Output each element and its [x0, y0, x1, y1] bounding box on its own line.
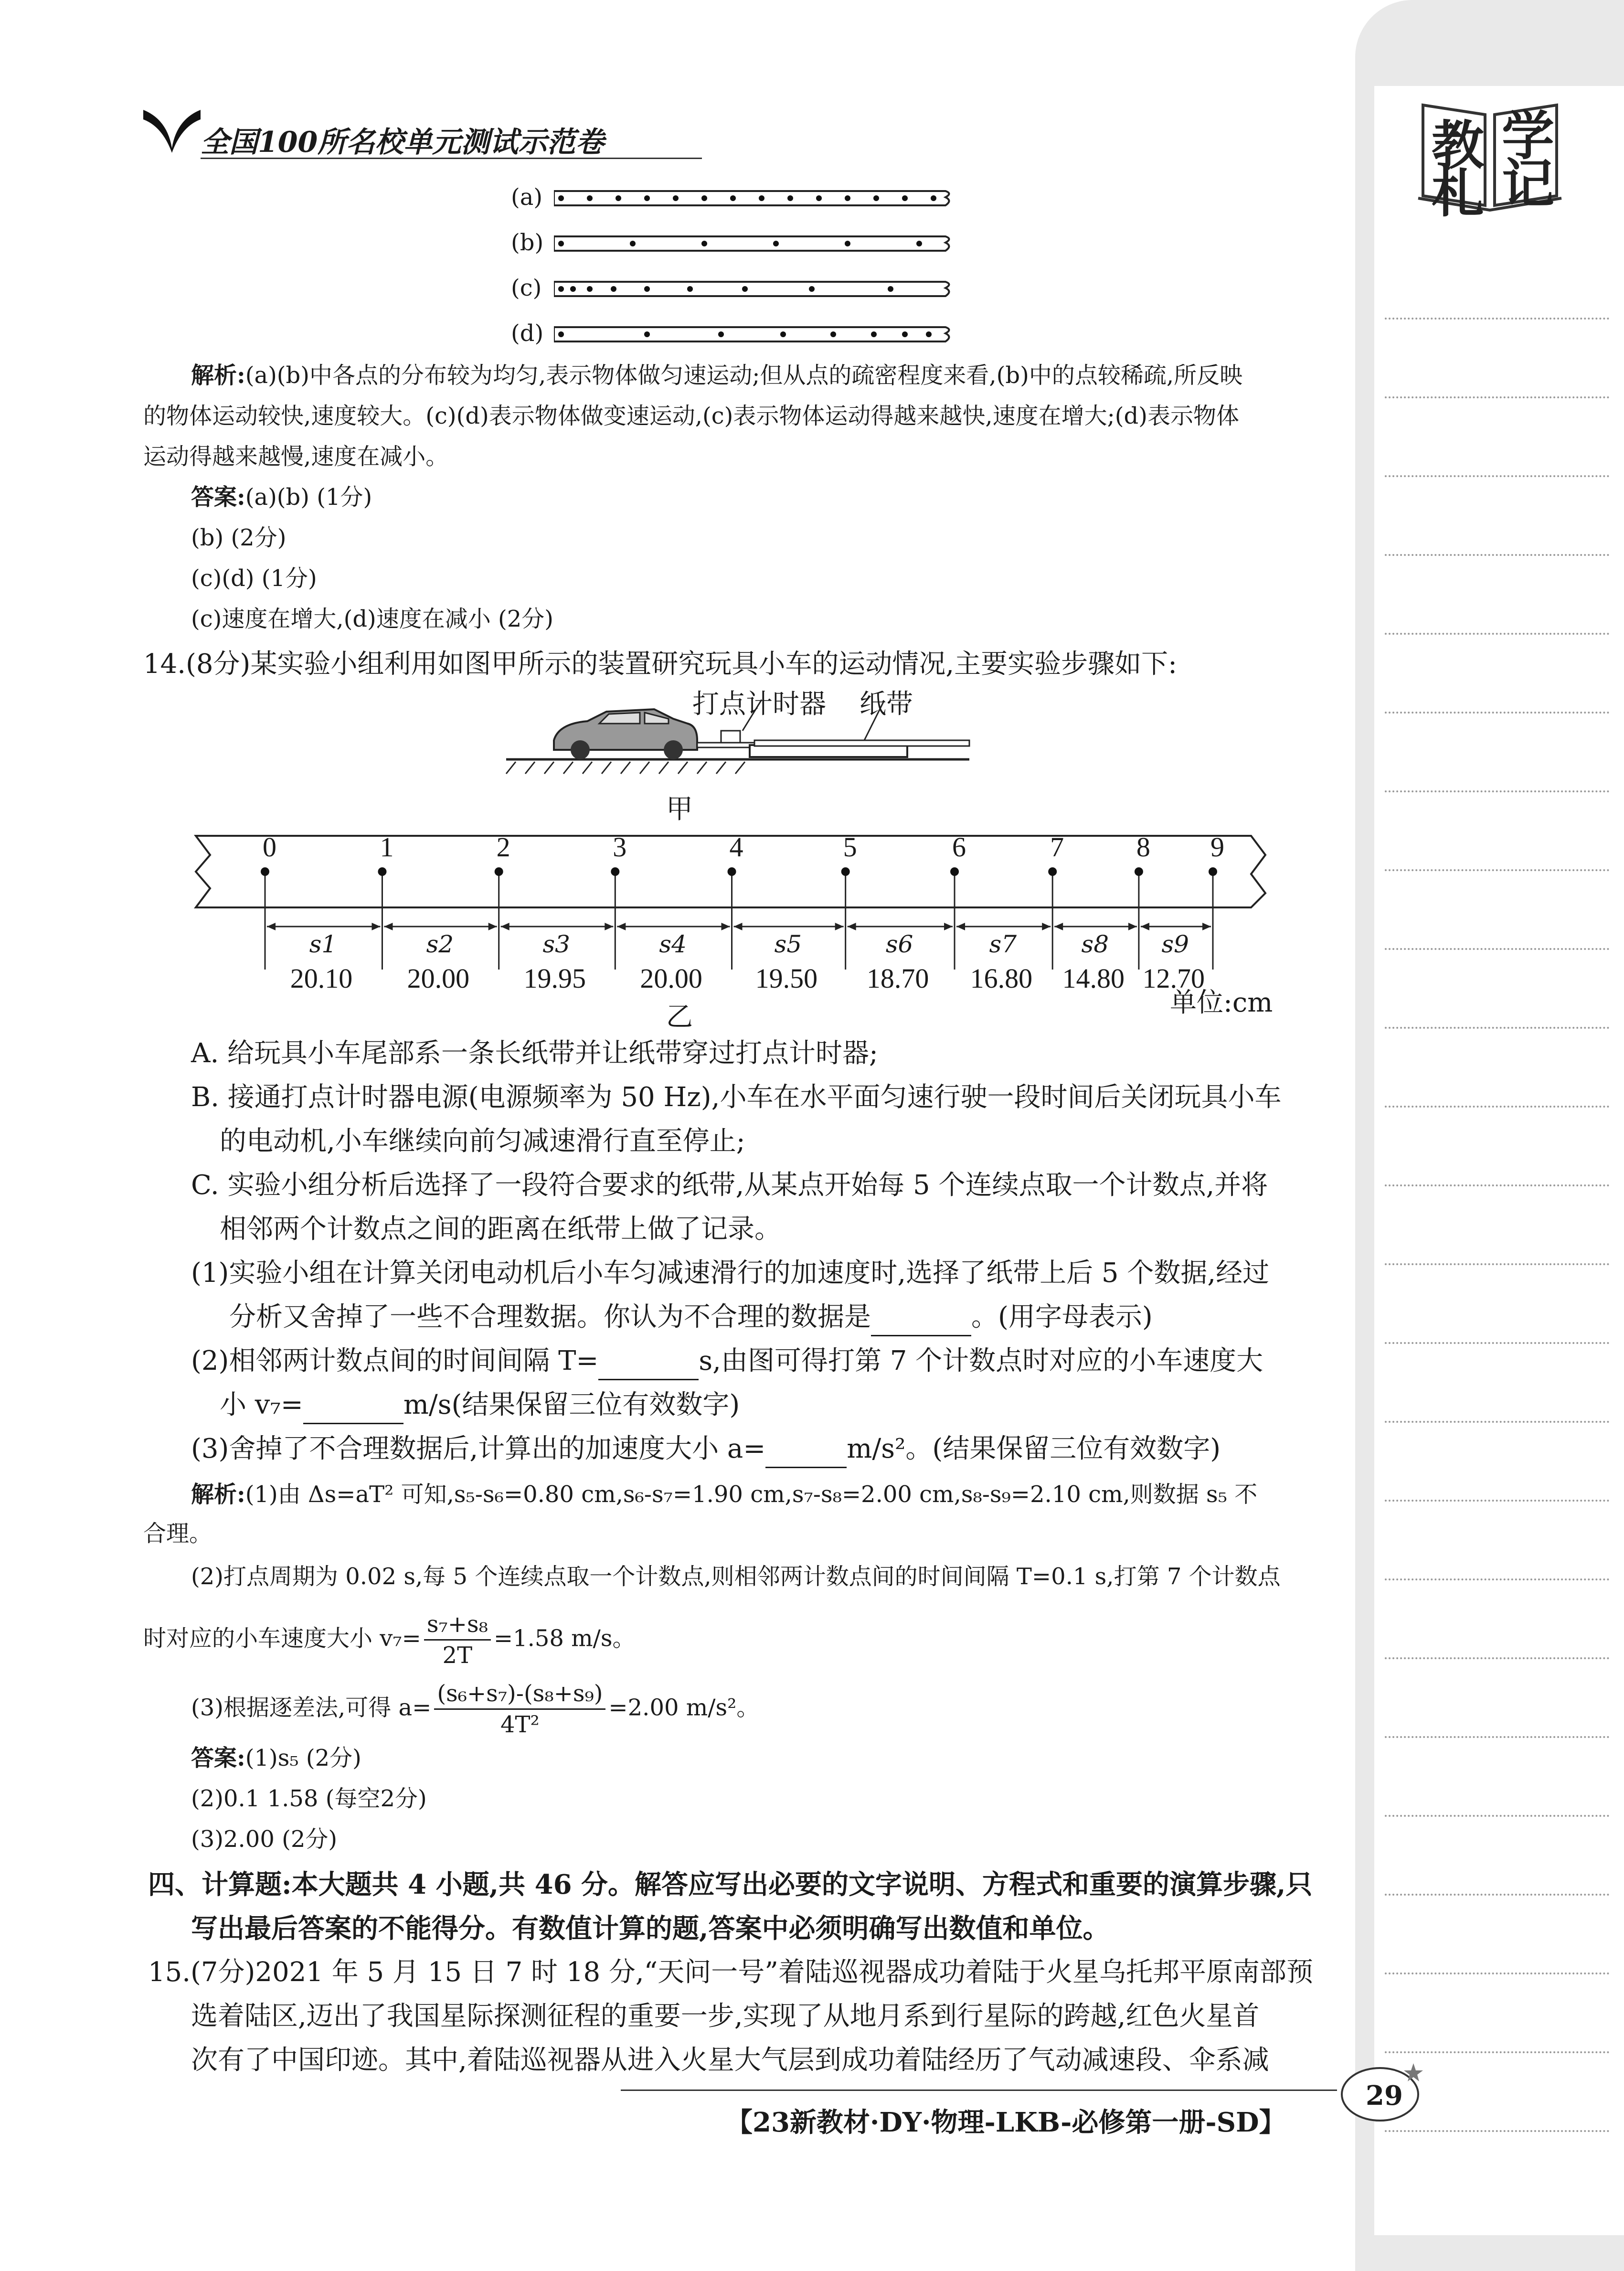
section-4-line-1: 四、计算题:本大题共 4 小题,共 46 分。解答应写出必要的文字说明、方程式和重要的演算步骤,只: [148, 1869, 1313, 1900]
fraction-denominator: 2T: [442, 1642, 473, 1669]
tape-point-label: 6: [952, 832, 966, 863]
segment-value: 20.00: [640, 963, 702, 994]
analysis-13-line-3: 运动得越来越慢,速度在减小。: [143, 443, 449, 470]
sidebar-char-4: 记: [1502, 153, 1554, 214]
footer-code: 【23新教材·DY·物理-LKB-必修第一册-SD】: [726, 2107, 1286, 2138]
part-3-text-b: m/s²。(结果保留三位有效数字): [847, 1433, 1221, 1464]
part-2-text: (2)相邻两计数点间的时间间隔 T=: [191, 1345, 599, 1376]
part-2-text-b: s,由图可得打第 7 个计数点时对应的小车速度大: [699, 1345, 1263, 1376]
tape-point-label: 2: [496, 832, 510, 863]
segment-label: s2: [426, 930, 454, 958]
tape-d: [511, 320, 543, 347]
page-number: 29: [1366, 2080, 1403, 2111]
part-2-text-d: m/s(结果保留三位有效数字): [403, 1389, 740, 1420]
segment-value: 16.80: [970, 963, 1033, 994]
analysis-14-line-1: [191, 1480, 1327, 1509]
tape-point-label: 9: [1210, 832, 1224, 863]
analysis-text: (1)由 Δs=aT² 可知,s₅-s₆=0.80 cm,s₆-s₇=1.90 cm,s₇-s₈=2.00 cm,s₈-s₉=2.10 cm,则数据 s₅ 不: [245, 1481, 1258, 1508]
answer-13-line-2: (b) (2分): [191, 524, 287, 551]
formula-result: =2.00 m/s²。: [608, 1694, 760, 1721]
sidebar-char-1: 教: [1432, 115, 1484, 176]
question-15-line-1: 15.(7分)2021 年 5 月 15 日 7 时 18 分,“天问一号”着陆巡视器成功着陆于火星乌托邦平原南部预: [148, 1957, 1313, 1988]
tape-strips-graphic: [554, 184, 1003, 356]
question-15-line-3: 次有了中国印迹。其中,着陆巡视器从进入火星大气层到成功着陆经历了气动减速段、伞系减: [191, 2045, 1269, 2076]
answer-14-line-3: (3)2.00 (2分): [191, 1826, 338, 1853]
answer-label: 答案:: [191, 484, 245, 511]
answer-label: 答案:: [191, 1745, 245, 1771]
fraction-v7: [424, 1610, 491, 1671]
analysis-label: 解析:: [191, 362, 245, 389]
formula-prefix: 时对应的小车速度大小 v₇=: [143, 1625, 421, 1652]
figure-yi: [186, 826, 1275, 1027]
answer-13-line-4: (c)速度在增大,(d)速度在减小 (2分): [191, 606, 554, 632]
notes-area: [1374, 86, 1624, 2235]
step-a: A. 给玩具小车尾部系一条长纸带并让纸带穿过打点计时器;: [191, 1038, 878, 1069]
tape-c: [511, 275, 541, 301]
tape-point-label: 5: [843, 832, 857, 863]
analysis-13-line-1: [191, 361, 1327, 390]
fraction-denominator: 4T²: [500, 1711, 540, 1738]
segment-value: 14.80: [1062, 963, 1125, 994]
tape-point-label: 3: [613, 832, 627, 863]
answer-blank-2[interactable]: [598, 1344, 699, 1380]
segment-label: s9: [1161, 930, 1189, 958]
formula-prefix: (3)根据逐差法,可得 a=: [191, 1694, 432, 1721]
step-c-line-1: C. 实验小组分析后选择了一段符合要求的纸带,从某点开始每 5 个连续点取一个计数点,并将: [191, 1170, 1268, 1201]
figure-jia-caption: 甲: [666, 794, 693, 825]
segment-value: 20.10: [290, 963, 353, 994]
segment-value: 12.70: [1142, 963, 1205, 994]
answer-13-line-3: (c)(d) (1分): [191, 565, 317, 592]
tape-a: [511, 184, 542, 211]
notes-book-logo: [1413, 96, 1566, 224]
tape-label-c: (c): [511, 275, 542, 301]
tape-point-label: 7: [1050, 832, 1064, 863]
fraction-numerator: (s₆+s₇)-(s₈+s₉): [434, 1679, 605, 1710]
answer-blank-3[interactable]: [303, 1388, 403, 1424]
segment-value: 19.95: [523, 963, 586, 994]
part-3-text: (3)舍掉了不合理数据后,计算出的加速度大小 a=: [191, 1433, 766, 1464]
step-c-line-2: 相邻两个计数点之间的距离在纸带上做了记录。: [220, 1214, 781, 1245]
answer-blank-4[interactable]: [765, 1432, 847, 1468]
part-2-line-1: [191, 1344, 1327, 1380]
figure-jia: [497, 683, 974, 793]
question-14-stem: 14.(8分)某实验小组利用如图甲所示的装置研究玩具小车的运动情况,主要实验步骤如下:: [143, 649, 1178, 680]
tape-point-label: 0: [263, 832, 276, 863]
fraction-numerator: s₇+s₈: [424, 1610, 491, 1641]
analysis-14-line-4: [143, 1610, 1280, 1671]
part-2-line-2: [220, 1388, 1356, 1424]
tape-point-label: 8: [1136, 832, 1150, 863]
segment-label: s4: [659, 930, 687, 958]
fraction-a: [434, 1679, 605, 1740]
tape-label-b: (b): [511, 229, 544, 256]
segment-label: s1: [309, 930, 337, 958]
tape-b: [511, 229, 543, 256]
footer-rule: [621, 2090, 1337, 2091]
answer-text: (a)(b) (1分): [245, 484, 372, 511]
part-1-line-1: (1)实验小组在计算关闭电动机后小车匀减速滑行的加速度时,选择了纸带上后 5 个数据,经过: [191, 1258, 1270, 1289]
figure-yi-caption: 乙: [666, 1002, 693, 1033]
formula-result: =1.58 m/s。: [493, 1625, 636, 1652]
answer-text: (1)s₅ (2分): [245, 1745, 361, 1771]
tape-label-d: (d): [511, 320, 544, 347]
sidebar-char-2: 学: [1502, 105, 1554, 167]
unit-label: 单位:cm: [1170, 987, 1273, 1018]
part-1-text: 分析又舍掉了一些不合理数据。你认为不合理的数据是: [229, 1301, 871, 1333]
page-number-badge: [1337, 2054, 1428, 2130]
segment-value: 18.70: [866, 963, 929, 994]
sidebar-char-3: 札: [1432, 162, 1484, 224]
tape-point-label: 1: [380, 832, 394, 863]
question-15-line-2: 选着陆区,迈出了我国星际探测征程的重要一步,实现了从地月系到行星际的跨越,红色火星首: [191, 2001, 1260, 2032]
part-3-line: [191, 1432, 1327, 1468]
tape-label-a: (a): [511, 184, 543, 211]
label-tape: 纸带: [860, 689, 913, 720]
analysis-label: 解析:: [191, 1481, 245, 1508]
segment-value: 20.00: [407, 963, 470, 994]
answer-14-line-2: (2)0.1 1.58 (每空2分): [191, 1785, 427, 1812]
label-timer: 打点计时器: [692, 689, 826, 720]
analysis-text: (a)(b)中各点的分布较为均匀,表示物体做匀速运动;但从点的疏密程度来看,(b)中的点较稀疏,所反映: [245, 362, 1243, 389]
answer-14-line-1: [191, 1743, 1327, 1773]
tape-point-label: 4: [729, 832, 743, 863]
section-4-line-2: 写出最后答案的不能得分。有数值计算的题,答案中必须明确写出数值和单位。: [191, 1913, 1110, 1944]
analysis-14-line-5: [191, 1679, 1327, 1740]
segment-label: s3: [542, 930, 570, 958]
header-title: 全国100所名校单元测试示范卷: [201, 126, 605, 159]
segment-label: s8: [1081, 930, 1109, 958]
step-b-line-1: B. 接通打点计时器电源(电源频率为 50 Hz),小车在水平面匀速行驶一段时间后关闭玩具小车: [191, 1082, 1282, 1113]
analysis-13-line-2: 的物体运动较快,速度较大。(c)(d)表示物体做变速运动,(c)表示物体运动得越来越快,速度在增大;(d)表示物体: [143, 403, 1239, 429]
segment-label: s6: [885, 930, 913, 958]
analysis-14-line-3: (2)打点周期为 0.02 s,每 5 个连续点取一个计数点,则相邻两计数点间的时间间隔 T=0.1 s,打第 7 个计数点: [191, 1563, 1281, 1590]
segment-label: s5: [774, 930, 802, 958]
book-logo-icon: [138, 100, 205, 158]
part-1-line-2: [229, 1300, 1366, 1336]
answer-13-line-1: [191, 482, 1327, 512]
tape-marks-layer: [186, 826, 1275, 1027]
analysis-14-line-2: 合理。: [143, 1520, 212, 1547]
step-b-line-2: 的电动机,小车继续向前匀减速滑行直至停止;: [220, 1126, 745, 1157]
part-1-hint: 。(用字母表示): [971, 1301, 1153, 1333]
answer-blank-1[interactable]: [871, 1300, 971, 1336]
segment-label: s7: [989, 930, 1017, 958]
segment-value: 19.50: [755, 963, 818, 994]
part-2-text-c: 小 v₇=: [220, 1389, 303, 1420]
